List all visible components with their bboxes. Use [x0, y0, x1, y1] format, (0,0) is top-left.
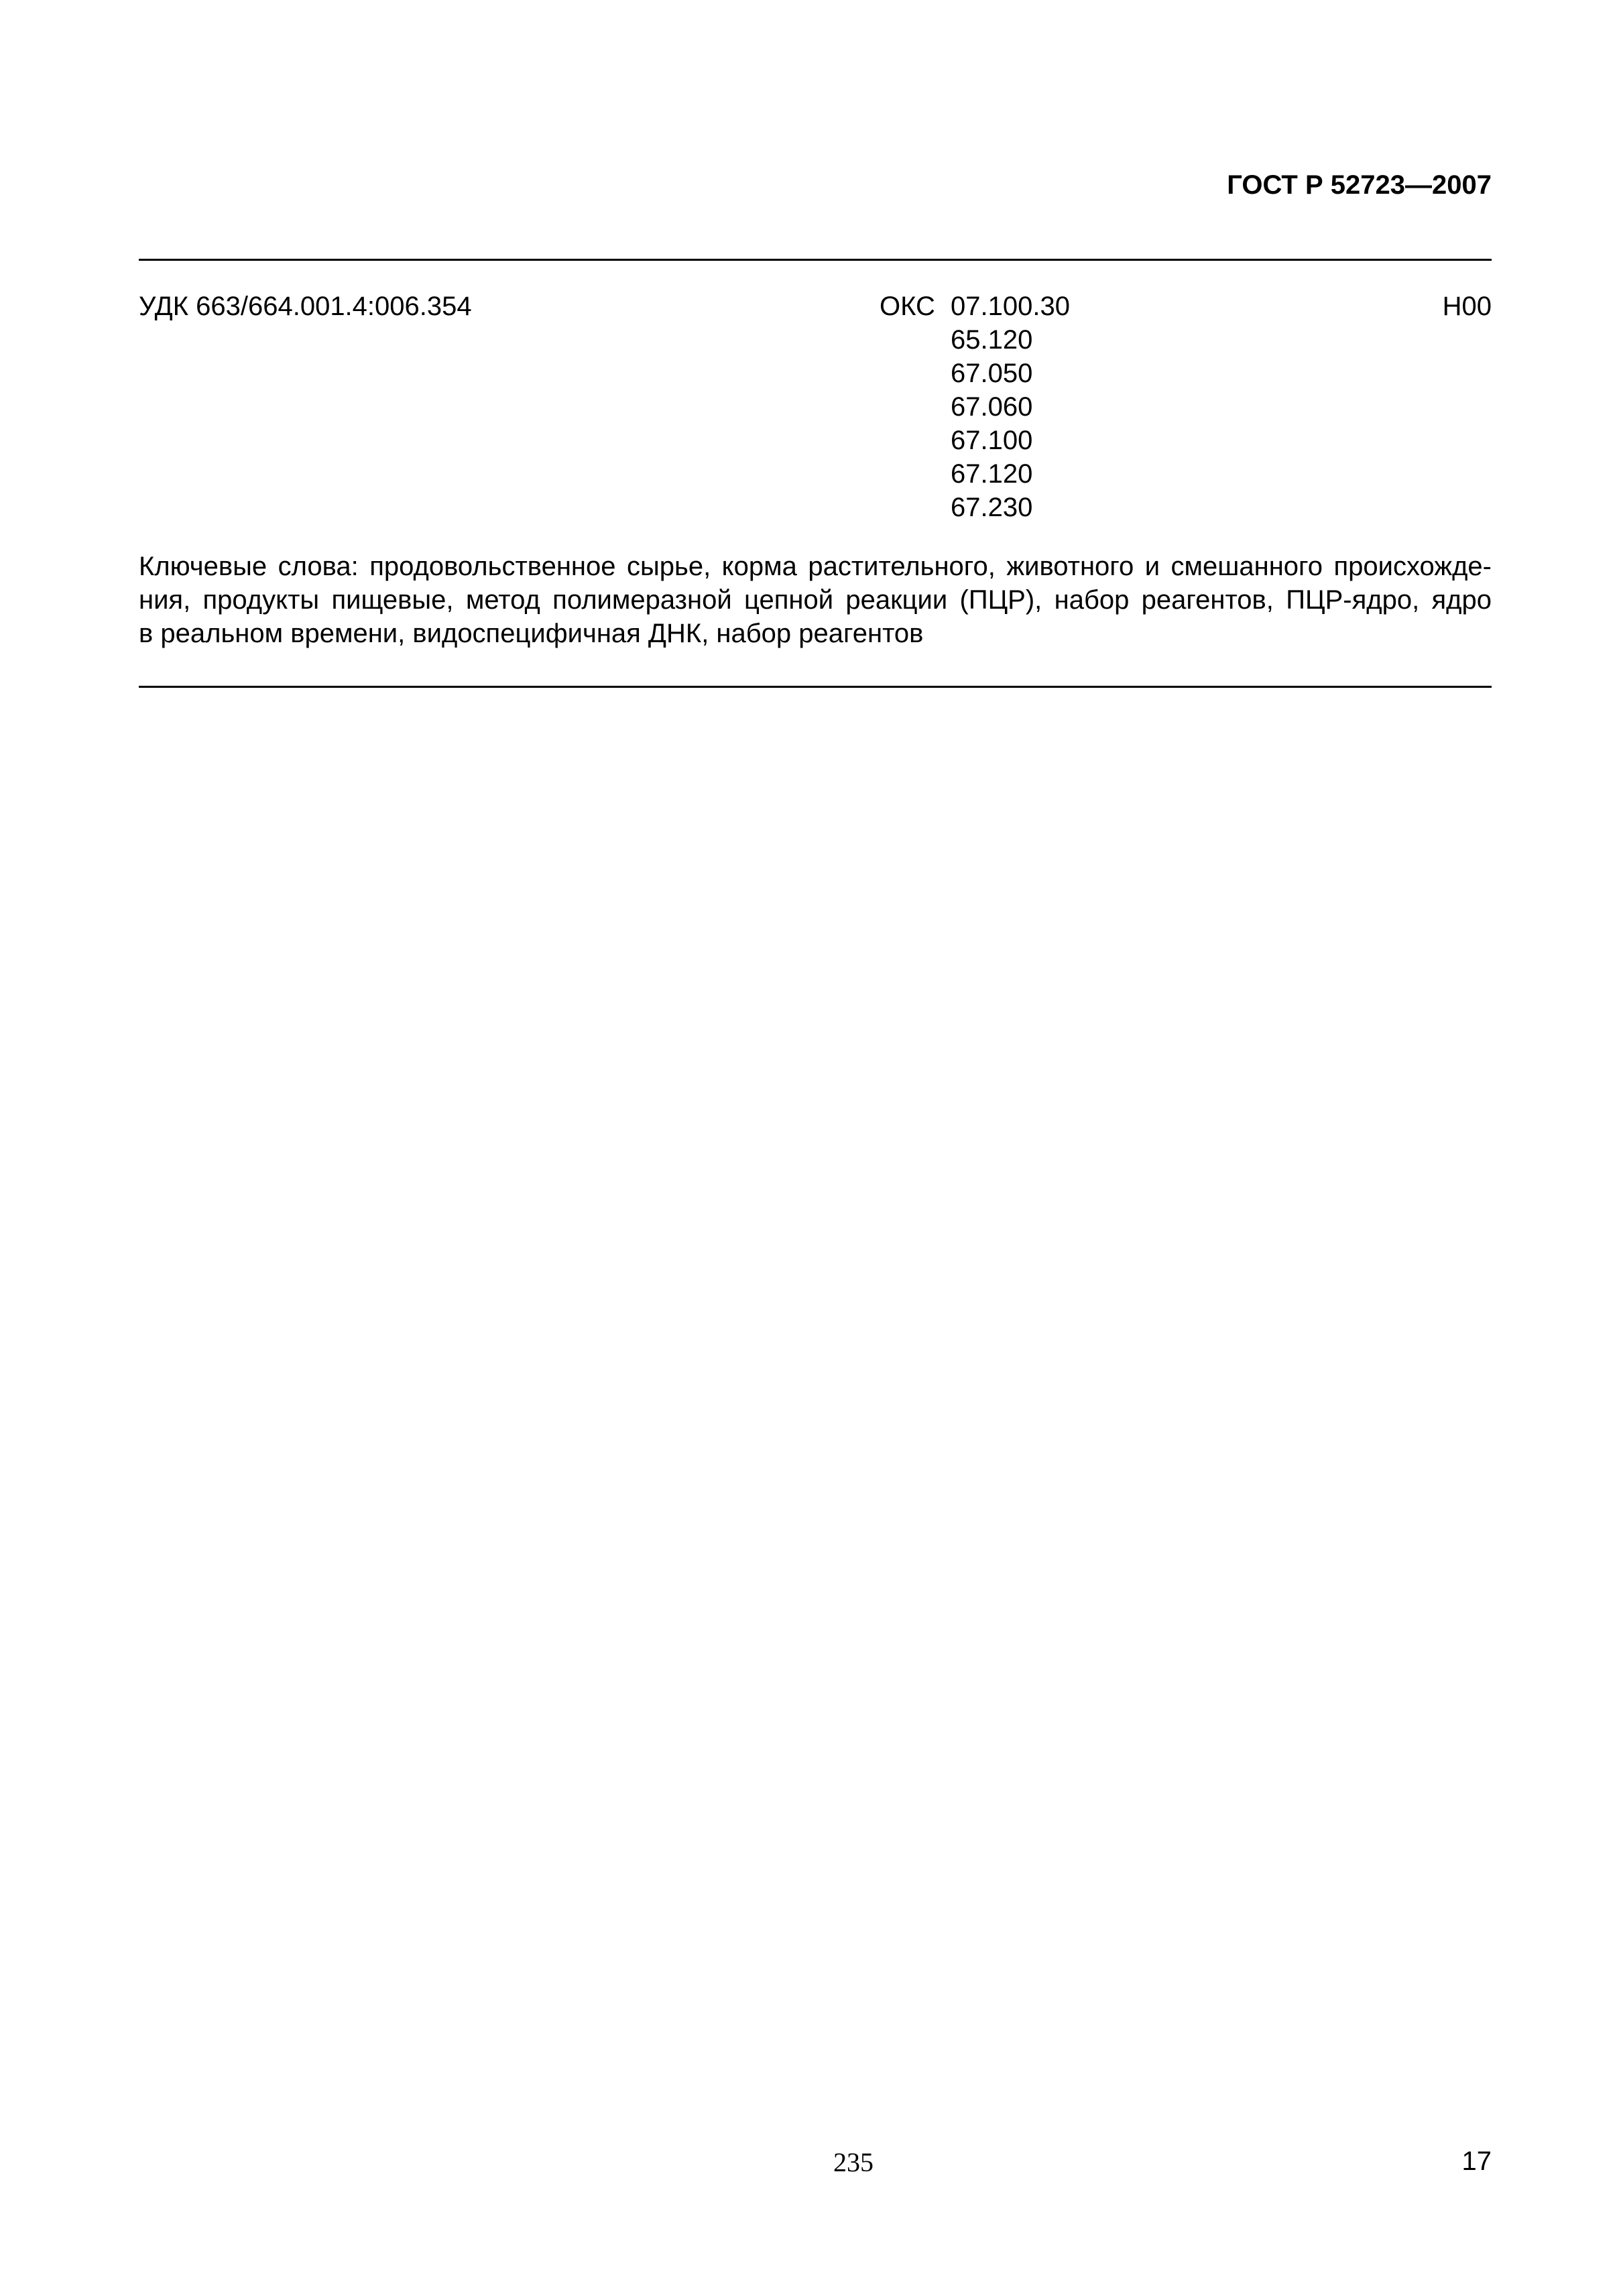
- keywords-line: ния, продукты пищевые, метод полимеразной цепной реакции (ПЦР), набор реагентов, ПЦР-ядро, ядро: [139, 585, 1492, 615]
- category-code: Н00: [1442, 292, 1492, 321]
- keywords-paragraph: [139, 550, 1492, 650]
- oks-code: 67.100: [951, 426, 1033, 455]
- top-divider: [139, 259, 1492, 261]
- oks-code-list: [951, 290, 1070, 524]
- oks-code: 67.060: [951, 392, 1033, 422]
- oks-code: 67.230: [951, 493, 1033, 522]
- bottom-divider: [139, 686, 1492, 688]
- page-number: 17: [1461, 2147, 1492, 2176]
- keywords-line: Ключевые слова: продовольственное сырье, корма растительного, животного и смешанного происхожде-: [139, 552, 1492, 581]
- oks-label: ОКС: [880, 292, 935, 321]
- document-code: ГОСТ Р 52723—2007: [1227, 170, 1492, 200]
- oks-code: 67.120: [951, 459, 1033, 489]
- keywords-line: в реальном времени, видоспецифичная ДНК, набор реагентов: [139, 619, 924, 648]
- oks-code: 67.050: [951, 359, 1033, 388]
- page-number-center: 235: [833, 2147, 874, 2177]
- oks-code: 65.120: [951, 325, 1033, 355]
- udk-code: УДК 663/664.001.4:006.354: [139, 292, 472, 321]
- classification-block: [139, 290, 1492, 531]
- oks-code: 07.100.30: [951, 292, 1070, 321]
